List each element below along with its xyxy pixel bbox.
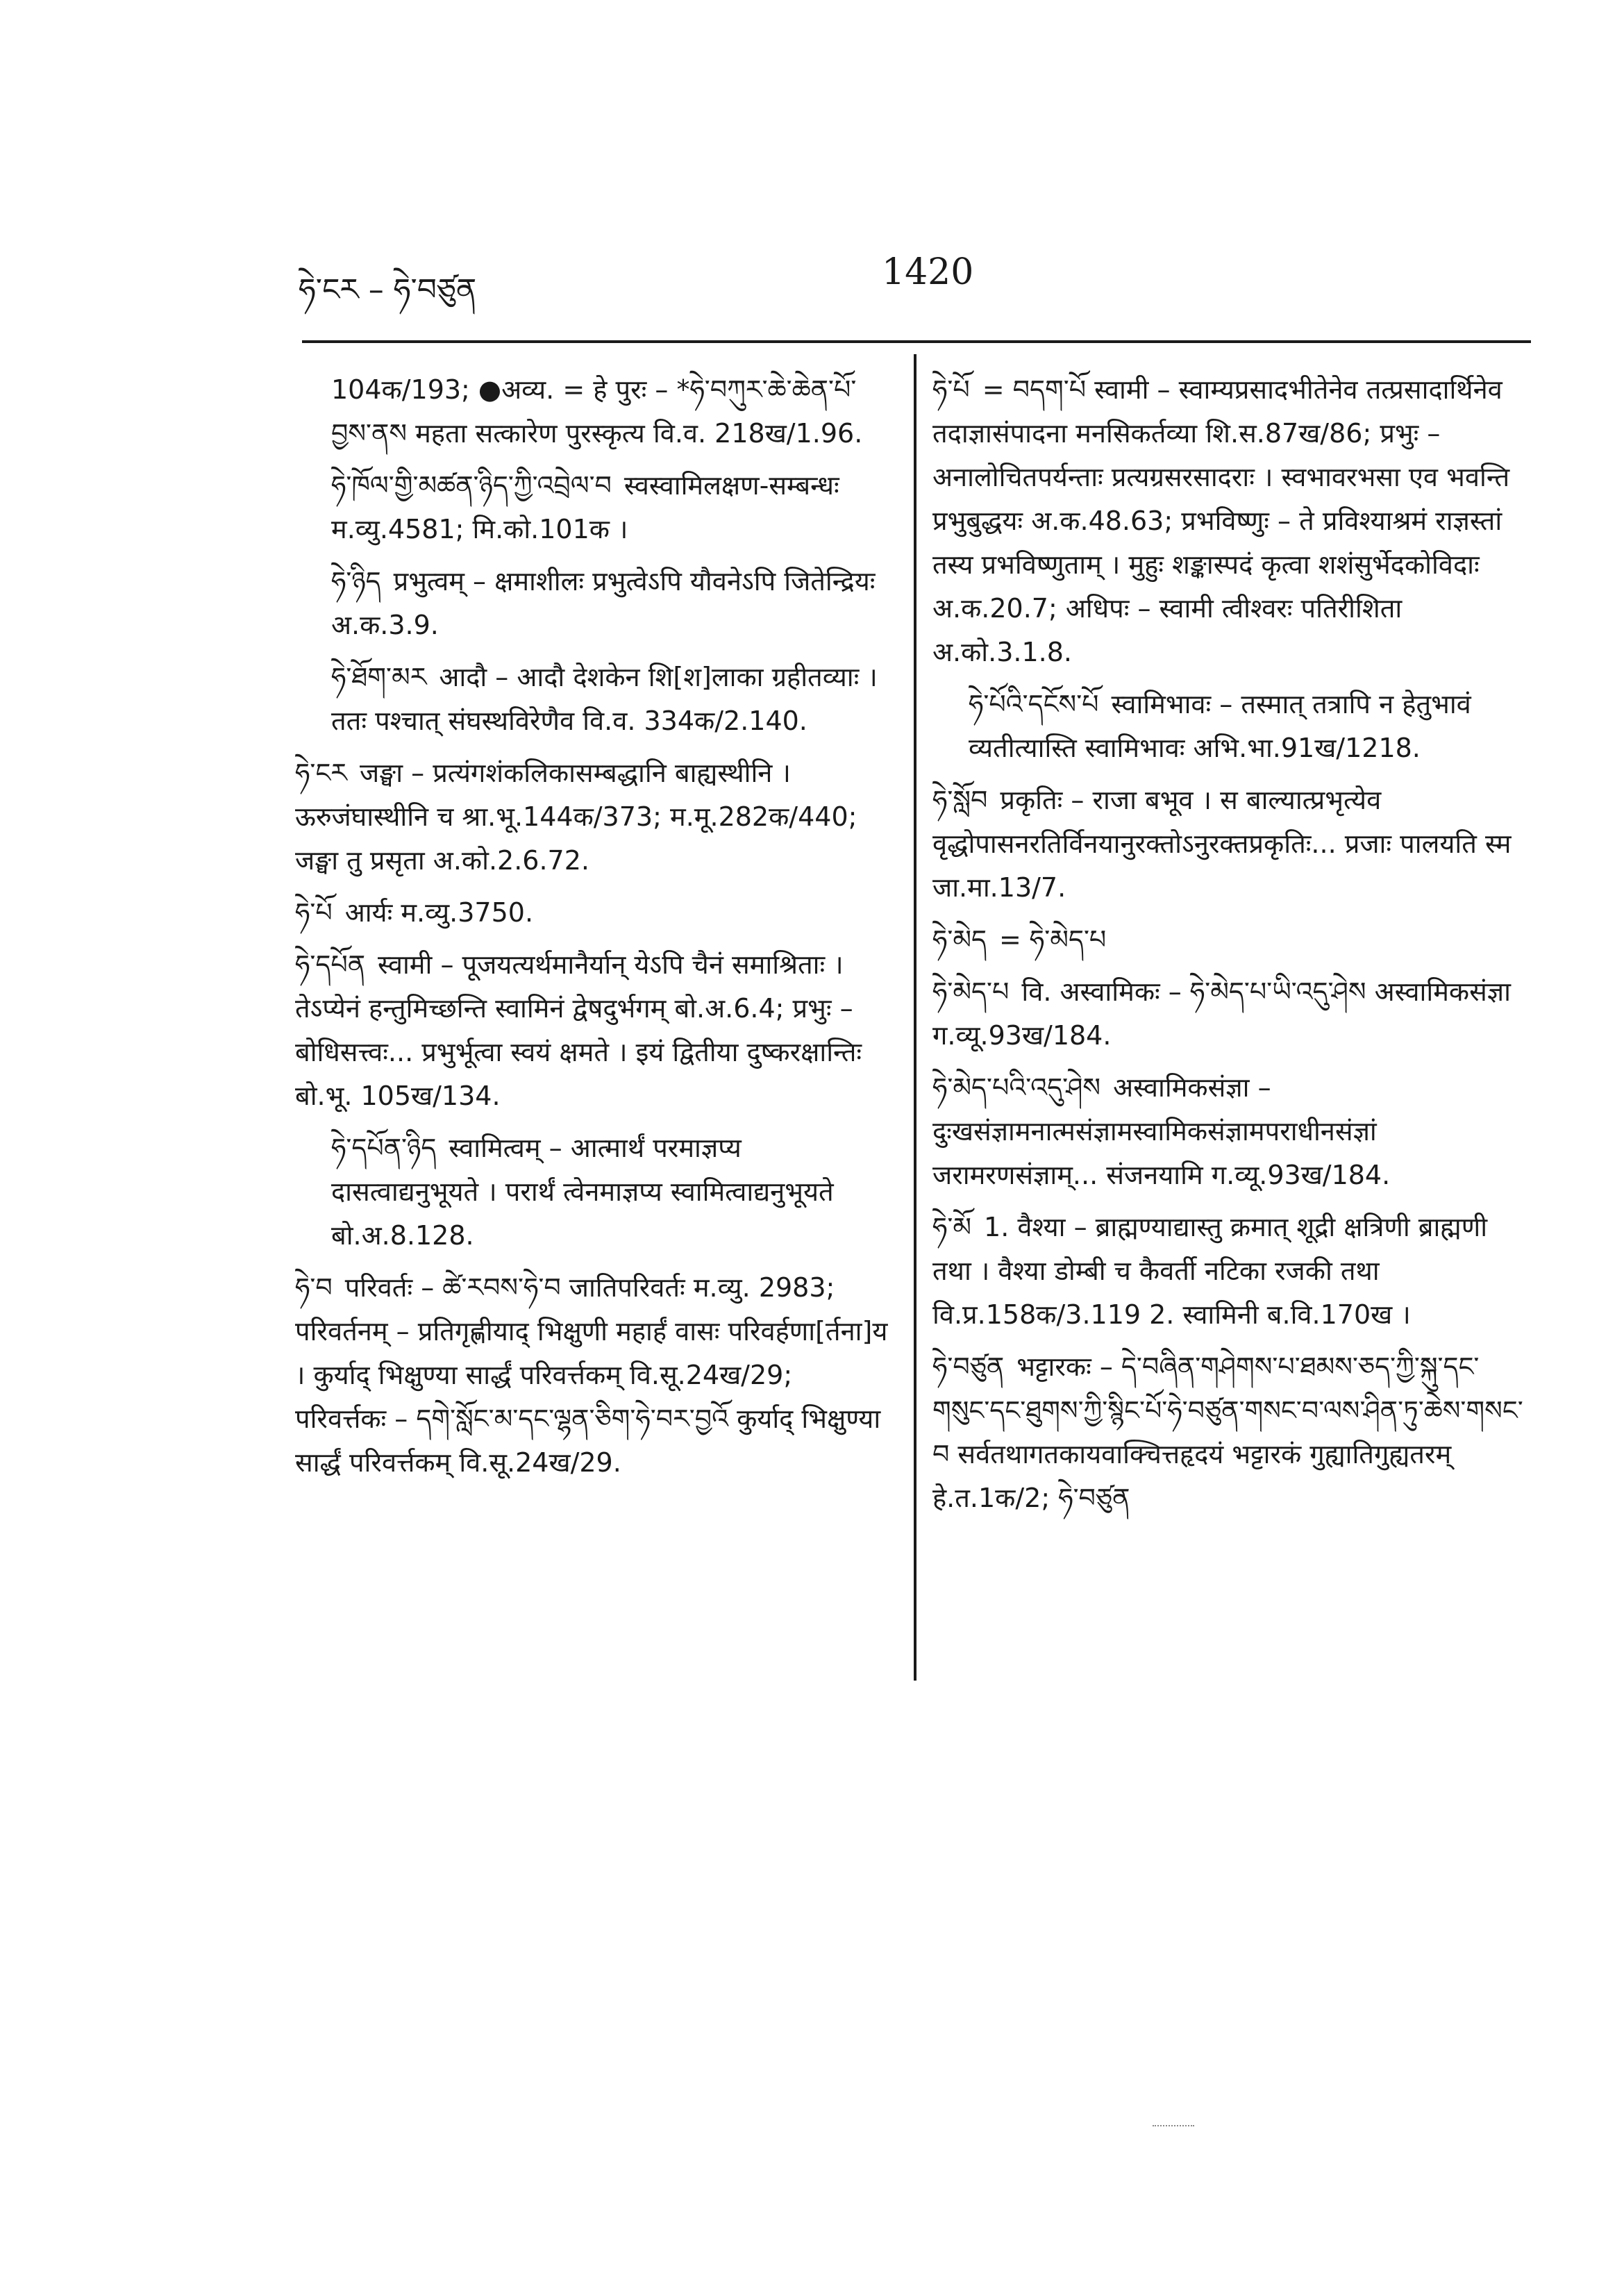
- dictionary-entry: [295, 751, 889, 883]
- entry-text: भट्टारकः – དེ་བཞིན་གཤེགས་པ་ཐམས་ཅད་ཀྱི་སྐུ་དང་གསུང་དང་ཐུགས་ཀྱི་སྙིང་པོ་ཧེ་བཙུན་གསང་བ་ལས་ཤིན་ཏུ་ཆེས་གསང་བ सर्वतथागतकायवाक्चित्तहृदयं भट्टारकं गुह्यातिगुह्यतरम् हे.त.1क/2; ཧེ་བཙུན: [932, 1351, 1523, 1513]
- dictionary-entry: [932, 1206, 1533, 1337]
- entry-text: अस्वामिकसंज्ञा – दुःखसंज्ञामनात्मसंज्ञामस्वामिकसंज्ञामपराधीनसंज्ञां जरामरणसंज्ञाम्... संजनयामि ग.व्यू.93ख/184.: [932, 1072, 1391, 1190]
- entry-text: जङ्घा – प्रत्यंगशंकलिकासम्बद्धानि बाह्यस्थीनि । ऊरुजंघास्थीनि च श्रा.भू.144क/373; म.मू.282क/440; जङ्घा तु प्रसृता अ.को.2.6.72.: [295, 758, 857, 876]
- dictionary-entry: [932, 368, 1533, 674]
- entry-headword: ཧེ་མོ: [932, 1212, 972, 1242]
- entry-headword: ཧེ་ཁོལ་གྱི་མཚན་ཉིད་ཀྱི་འབྲེལ་བ: [331, 470, 612, 501]
- entry-headword: ཧེ་མེད་པ: [932, 976, 1010, 1007]
- entry-headword: ཧེ་ཐོག་མར: [331, 662, 427, 692]
- entry-headword: ཧེ་བཙུན: [932, 1351, 1005, 1382]
- dictionary-entry: [932, 918, 1533, 962]
- dictionary-entry: [295, 891, 889, 935]
- dictionary-entry: [932, 683, 1533, 770]
- entry-headword: ཧེ་པོ: [295, 897, 333, 928]
- dictionary-entry: [295, 656, 889, 743]
- entry-text: स्वामिभावः – तस्मात् तत्रापि न हेतुभावं व्यतीत्यास्ति स्वामिभावः अभि.भा.91ख/1218.: [969, 689, 1471, 763]
- dictionary-entry: [295, 464, 889, 551]
- header-rule: [302, 340, 1531, 343]
- entry-headword: ཧེ་ཉིད: [331, 566, 381, 597]
- entry-headword: ཧེ་བ: [295, 1272, 333, 1303]
- entry-headword: ཧེ་མེད: [932, 924, 987, 955]
- entry-headword: ཧེ་པོ: [932, 374, 970, 405]
- entry-headword: ཧེ་པོའི་དངོས་པོ: [969, 689, 1099, 719]
- entry-text: स्वामी – पूजयत्यर्थमानैर्यान् येऽपि चैनं समाश्रिताः । तेऽप्येनं हन्तुमिच्छन्ति स्वामिनं द्वेषदुर्भगम् बो.अ.6.4; प्रभुः – बोधिसत्त्वः... प्रभुर्भूत्वा स्वयं क्षमते । इयं द्वितीया दुष्करक्षान्तिः बो.भू. 105ख/134.: [295, 949, 862, 1111]
- left-column: [295, 368, 889, 1493]
- entry-text: आदौ – आदौ देशकेन शि[श]लाका ग्रहीतव्याः । ततः पश्चात् संघस्थविरेणैव वि.व. 334क/2.140.: [331, 662, 878, 736]
- entry-text: आर्यः म.व्यु.3750.: [344, 897, 534, 928]
- entry-text: स्वस्वामिलक्षण-सम्बन्धः म.व्यु.4581; मि.को.101क ।: [331, 470, 839, 544]
- entry-text: = བདག་པོ स्वामी – स्वाम्यप्रसादभीतेनेव तत्प्रसादार्थिनेव तदाज्ञासंपादना मनसिकर्तव्या शि.स.87ख/86; प्रभुः – अनालोचितपर्यन्ताः प्रत्यग्रसरसादराः । स्वभावरभसा एव भवन्ति प्रभुबुद्धयः अ.क.48.63; प्रभविष्णुः – ते प्रविश्याश्रमं राज्ञस्तां तस्य प्रभविष्णुताम् । मुहुः शङ्कास्पदं कृत्वा शशंसुर्भेदकोविदाः अ.क.20.7; अधिपः – स्वामी त्वीश्वरः पतिरीशिता अ.को.3.1.8.: [932, 374, 1510, 667]
- dictionary-entry: [295, 1126, 889, 1258]
- entry-headword: ཧེ་དཔོན་ཉིད: [331, 1133, 437, 1163]
- entry-text: 1. वैश्या – ब्राह्मण्याद्यास्तु क्रमात् शूद्री क्षत्रिणी ब्राह्मणी तथा । वैश्या डोम्बी च कैवर्ती नटिका रजकी तथा वि.प्र.158क/3.119 2. स्वामिनी ब.वि.170ख ।: [932, 1212, 1488, 1330]
- entry-headword: ཧེ་དཔོན: [295, 949, 366, 980]
- dictionary-entry: [932, 778, 1533, 910]
- scan-speck: [1153, 2125, 1194, 2129]
- entry-text: प्रभुत्वम् – क्षमाशीलः प्रभुत्वेऽपि यौवनेऽपि जितेन्द्रियः अ.क.3.9.: [331, 566, 876, 640]
- entry-text: वि. अस्वामिकः – ཧེ་མེད་པ་ཡི་འདུ་ཤེས अस्वामिकसंज्ञा ग.व्यू.93ख/184.: [932, 976, 1512, 1051]
- entry-headword: ཧེ་མེད་པའི་འདུ་ཤེས: [932, 1072, 1101, 1103]
- entry-headword: ཧེ་ངར: [295, 758, 347, 788]
- page-number: 1420: [882, 251, 974, 293]
- entry-text: परिवर्तः – ཚེ་རབས་ཧེ་བ जातिपरिवर्तः म.व्यु. 2983; परिवर्तनम् – प्रतिगृह्णीयाद् भिक्षुणी महार्हं वासः परिवर्हणा[र्तना]य । कुर्याद् भिक्षुण्या सार्द्धं परिवर्त्तकम् वि.सू.24ख/29; परिवर्त्तकः – དགེ་སློང་མ་དང་ལྷན་ཅིག་ཧེ་བར་བྱའོ कुर्याद् भिक्षुण्या सार्द्धं परिवर्त्तकम् वि.सू.24ख/29.: [295, 1272, 888, 1478]
- column-divider: [914, 354, 916, 1681]
- dictionary-entry: [932, 970, 1533, 1058]
- dictionary-entry: [295, 1266, 889, 1485]
- dictionary-entry: [932, 1066, 1533, 1197]
- dictionary-entry: [932, 1345, 1533, 1520]
- dictionary-entry: [295, 368, 889, 456]
- entry-text: स्वामित्वम् – आत्मार्थं परमाज्ञप्य दासत्वाद्यनुभूयते । परार्थं त्वेनमाज्ञप्य स्वामित्वाद्यनुभूयते बो.अ.8.128.: [331, 1133, 834, 1251]
- entry-text: प्रकृतिः – राजा बभूव । स बाल्यात्प्रभृत्येव वृद्धोपासनरतिर्विनयानुरक्तोऽनुरक्तप्रकृतिः... प्रजाः पालयति स्म जा.मा.13/7.: [932, 785, 1512, 903]
- entry-text: 104क/193; ●अव्य. = हे पुरः – *ཧེ་བཀུར་ཆེ་ཆེན་པོ་བྱས་ནས महता सत्कारेण पुरस्कृत्य वि.व. 218ख/1.96.: [331, 374, 863, 449]
- entry-text: = ཧེ་མེད་པ: [999, 924, 1107, 955]
- running-head: ཧེ་ངར – ཧེ་བཙུན: [299, 272, 477, 308]
- right-column: [932, 368, 1533, 1528]
- dictionary-entry: [295, 560, 889, 647]
- dictionary-entry: [295, 943, 889, 1118]
- entry-headword: ཧེ་སློབ: [932, 785, 988, 815]
